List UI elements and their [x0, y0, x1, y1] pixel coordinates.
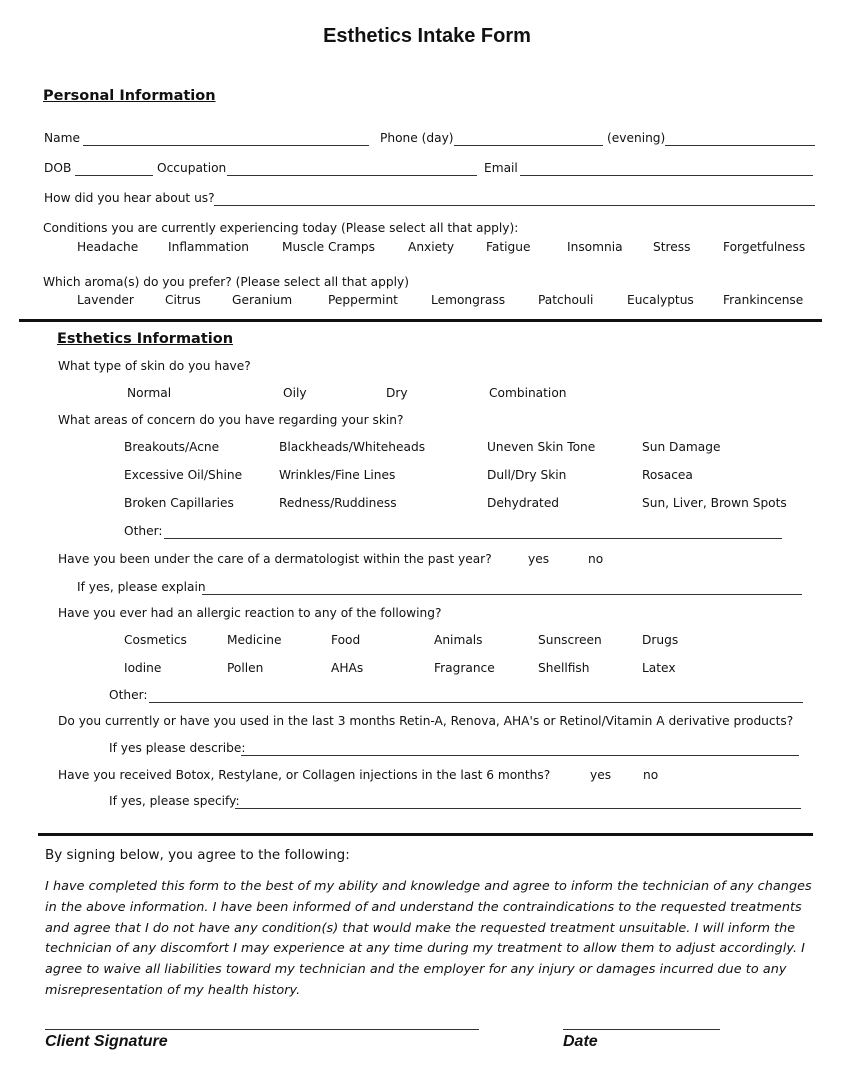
- allergy-label: Have you ever had an allergic reaction to any of the following?: [58, 606, 442, 620]
- condition-option[interactable]: Muscle Cramps: [282, 240, 375, 254]
- esthetics-info-heading: Esthetics Information: [57, 331, 234, 347]
- retinoid-describe-label: If yes please describe:: [109, 741, 246, 755]
- condition-option[interactable]: Forgetfulness: [723, 240, 806, 254]
- concern-option[interactable]: Dehydrated: [487, 496, 560, 510]
- dermatologist-explain-label: If yes, please explain: [77, 580, 206, 594]
- email-label: Email: [484, 161, 518, 175]
- date-label: Date: [563, 1033, 598, 1050]
- aroma-label: Which aroma(s) do you prefer? (Please select all that apply): [43, 275, 409, 289]
- allergy-option[interactable]: Shellfish: [538, 661, 590, 675]
- conditions-label: Conditions you are currently experiencing today (Please select all that apply):: [43, 221, 519, 235]
- condition-option[interactable]: Headache: [77, 240, 139, 254]
- referral-field[interactable]: [214, 205, 815, 206]
- aroma-option[interactable]: Frankincense: [723, 293, 804, 307]
- concern-option[interactable]: Excessive Oil/Shine: [124, 468, 243, 482]
- concern-option[interactable]: Sun Damage: [642, 440, 721, 454]
- occupation-label: Occupation: [157, 161, 227, 175]
- client-signature-field[interactable]: [45, 1029, 479, 1030]
- aroma-option[interactable]: Patchouli: [538, 293, 594, 307]
- concern-option[interactable]: Uneven Skin Tone: [487, 440, 596, 454]
- referral-label: How did you hear about us?: [44, 191, 215, 205]
- aroma-option[interactable]: Lemongrass: [431, 293, 506, 307]
- aroma-option[interactable]: Lavender: [77, 293, 134, 307]
- section-divider-bottom: [38, 833, 813, 836]
- allergy-option[interactable]: Latex: [642, 661, 676, 675]
- concern-other-field[interactable]: [164, 538, 782, 539]
- name-label: Name: [44, 131, 80, 145]
- skin-type-option[interactable]: Normal: [127, 386, 172, 400]
- allergy-option[interactable]: Iodine: [124, 661, 162, 675]
- aroma-option[interactable]: Citrus: [165, 293, 201, 307]
- section-divider-top: [19, 319, 822, 322]
- retinoid-label: Do you currently or have you used in the last 3 months Retin-A, Renova, AHA's or Retinol/Vitamin A derivative products?: [58, 714, 794, 728]
- allergy-option[interactable]: Food: [331, 633, 361, 647]
- retinoid-describe-field[interactable]: [241, 755, 799, 756]
- date-field[interactable]: [563, 1029, 720, 1030]
- client-signature-label: Client Signature: [45, 1033, 168, 1050]
- allergy-option[interactable]: Fragrance: [434, 661, 495, 675]
- aroma-option[interactable]: Peppermint: [328, 293, 398, 307]
- concern-option[interactable]: Dull/Dry Skin: [487, 468, 567, 482]
- dermatologist-explain-field[interactable]: [202, 594, 802, 595]
- condition-option[interactable]: Fatigue: [486, 240, 531, 254]
- dermatologist-label: Have you been under the care of a dermatologist within the past year?: [58, 552, 492, 566]
- condition-option[interactable]: Stress: [653, 240, 691, 254]
- phone-day-field[interactable]: [454, 145, 603, 146]
- allergy-option[interactable]: Medicine: [227, 633, 282, 647]
- allergy-option[interactable]: AHAs: [331, 661, 364, 675]
- dob-field[interactable]: [75, 175, 153, 176]
- concern-label: What areas of concern do you have regarding your skin?: [58, 413, 404, 427]
- aroma-option[interactable]: Geranium: [232, 293, 293, 307]
- dermatologist-no-option[interactable]: no: [588, 552, 604, 566]
- allergy-option[interactable]: Pollen: [227, 661, 264, 675]
- agreement-text: I have completed this form to the best of my ability and knowledge and agree to inform the technician of any changes in the above information. I have been informed of and understand the contraindications to the requested treatments and agree that I do not have any condition(s) that would make the requested treatment unsuitable. I will inform the technician of any discomfort I may experience at any time during my treatment to allow them to adjust accordingly. I agree to waive all liabilities toward my technician and the employer for any injury or damages incurred due to any misrepresentation of my health history.: [45, 879, 812, 998]
- occupation-field[interactable]: [227, 175, 477, 176]
- agreement-intro: By signing below, you agree to the following:: [45, 847, 350, 863]
- phone-evening-label: (evening): [607, 131, 666, 145]
- condition-option[interactable]: Anxiety: [408, 240, 455, 254]
- concern-other-label: Other:: [124, 524, 163, 538]
- allergy-option[interactable]: Sunscreen: [538, 633, 602, 647]
- concern-option[interactable]: Rosacea: [642, 468, 693, 482]
- dob-label: DOB: [44, 161, 72, 175]
- personal-info-heading: Personal Information: [43, 88, 216, 104]
- aroma-option[interactable]: Eucalyptus: [627, 293, 694, 307]
- skin-type-label: What type of skin do you have?: [58, 359, 251, 373]
- botox-yes-option[interactable]: yes: [590, 768, 612, 782]
- skin-type-option[interactable]: Dry: [386, 386, 408, 400]
- allergy-option[interactable]: Animals: [434, 633, 483, 647]
- concern-option[interactable]: Blackheads/Whiteheads: [279, 440, 426, 454]
- skin-type-option[interactable]: Combination: [489, 386, 567, 400]
- dermatologist-yes-option[interactable]: yes: [528, 552, 550, 566]
- phone-day-label: Phone (day): [380, 131, 454, 145]
- concern-option[interactable]: Broken Capillaries: [124, 496, 234, 510]
- botox-no-option[interactable]: no: [643, 768, 659, 782]
- condition-option[interactable]: Insomnia: [567, 240, 623, 254]
- concern-option[interactable]: Sun, Liver, Brown Spots: [642, 496, 787, 510]
- phone-evening-field[interactable]: [665, 145, 815, 146]
- allergy-other-label: Other:: [109, 688, 148, 702]
- botox-label: Have you received Botox, Restylane, or Collagen injections in the last 6 months?: [58, 768, 551, 782]
- email-field[interactable]: [520, 175, 813, 176]
- skin-type-option[interactable]: Oily: [283, 386, 307, 400]
- allergy-option[interactable]: Cosmetics: [124, 633, 187, 647]
- concern-option[interactable]: Breakouts/Acne: [124, 440, 220, 454]
- concern-option[interactable]: Wrinkles/Fine Lines: [279, 468, 396, 482]
- page-title: Esthetics Intake Form: [323, 25, 531, 47]
- name-field[interactable]: [83, 145, 369, 146]
- botox-specify-field[interactable]: [235, 808, 801, 809]
- botox-specify-label: If yes, please specify:: [109, 794, 240, 808]
- condition-option[interactable]: Inflammation: [168, 240, 250, 254]
- allergy-option[interactable]: Drugs: [642, 633, 679, 647]
- concern-option[interactable]: Redness/Ruddiness: [279, 496, 397, 510]
- allergy-other-field[interactable]: [149, 702, 803, 703]
